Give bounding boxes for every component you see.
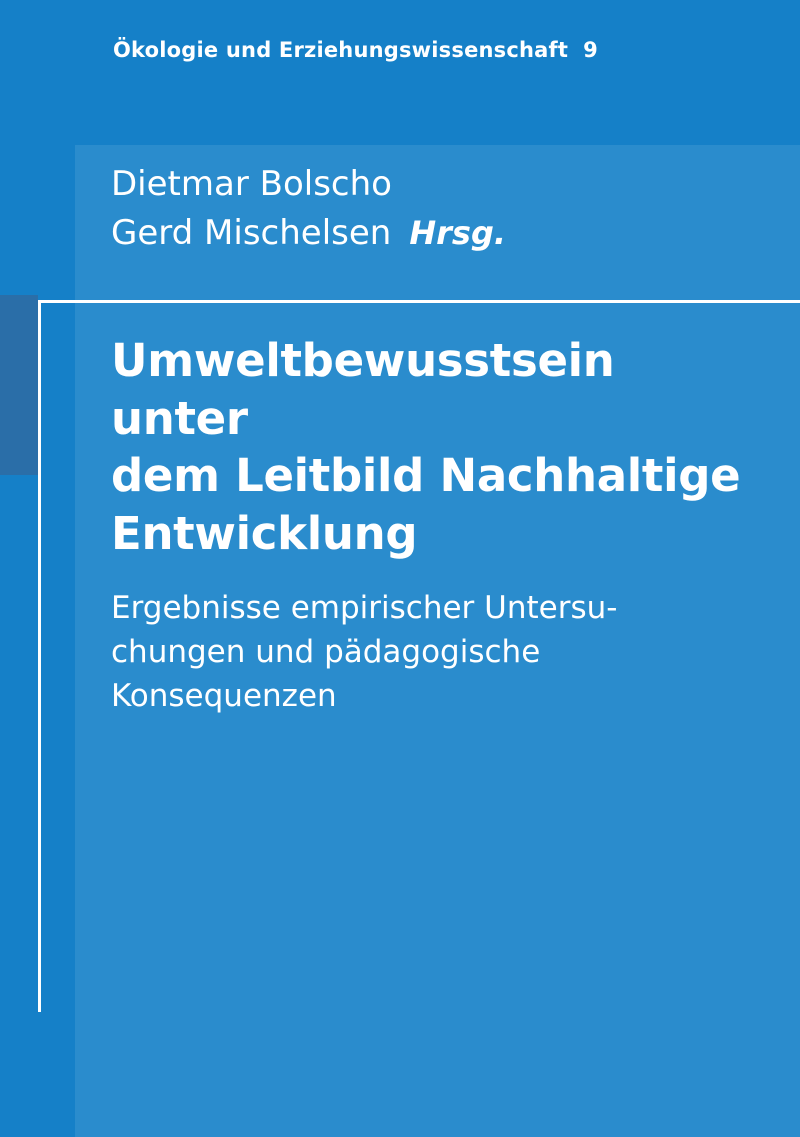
title-line-1: Umweltbewusstsein unter — [111, 334, 615, 445]
subtitle-line-2: chungen und pädagogische — [111, 634, 541, 671]
page-title — [111, 332, 761, 562]
cover-left-strip — [0, 295, 38, 475]
subtitle-line-1: Ergebnisse empirischer Untersu- — [111, 590, 618, 626]
title-line-3: Entwicklung — [111, 506, 418, 560]
vertical-divider — [38, 300, 41, 1012]
editor-role-label: Hrsg. — [409, 214, 506, 253]
horizontal-divider — [38, 300, 800, 303]
page-subtitle — [111, 586, 711, 718]
subtitle-line-3: Konsequenzen — [111, 678, 337, 715]
series-title: Ökologie und Erziehungswissenschaft 9 — [113, 38, 598, 62]
title-line-2: dem Leitbild Nachhaltige — [111, 449, 741, 503]
editor-name-second: Gerd Mischelsen — [111, 213, 392, 254]
editors-block — [111, 160, 506, 259]
editor-line-second — [111, 209, 506, 258]
editor-name-first: Dietmar Bolscho — [111, 164, 392, 204]
